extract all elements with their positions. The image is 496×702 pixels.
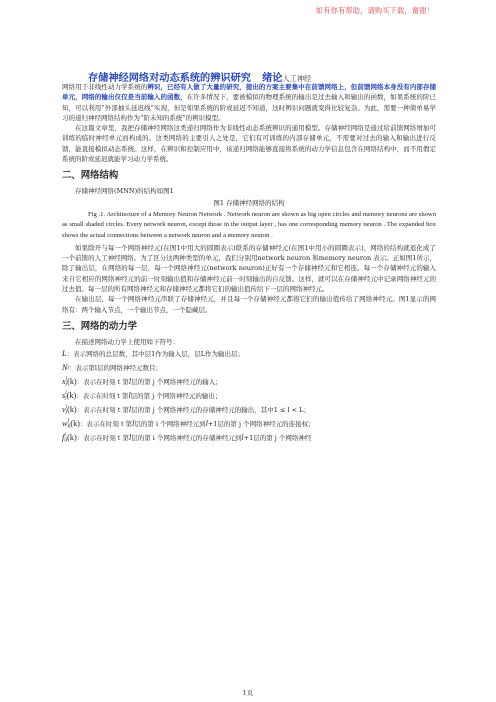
document-body xyxy=(62,82,436,445)
math-variable: l xyxy=(132,419,135,429)
math-variable: l xyxy=(241,433,244,443)
math-variable: l xyxy=(128,377,132,387)
notation-description: ：表示在时刻 t 第 xyxy=(79,420,133,429)
symbol-base: N xyxy=(62,363,68,373)
symbol-subscript: l xyxy=(67,364,69,371)
math-symbol xyxy=(62,377,77,386)
symbol-base: v xyxy=(62,405,66,415)
notation-description: ：表示第l层的网络神经元数目； xyxy=(68,364,163,373)
notation-item xyxy=(62,403,436,417)
symbol-argument: (k) xyxy=(67,433,77,443)
notation-list xyxy=(62,347,436,445)
paragraph-structure: 存储神经网络(MNN)的结构如图1 xyxy=(75,187,174,196)
paragraph-output-layer: 在输出层，每一个网络神经元串联了存储神经元，并且每一个存储神经元都将它们的输出值传给了网络神经元。图1显示的网络有：两个输入节点，一个输出节点，一个隐藏层。 xyxy=(62,295,436,314)
intro-heading: 绪论 xyxy=(262,72,283,84)
notation-description: 层的第 j 个网络神经元的输出； xyxy=(130,392,222,401)
notation-description: +1层的第 j 个网络神经元的连接权； xyxy=(207,420,315,429)
symbol-argument: (k) xyxy=(67,405,77,415)
figure-caption: 图1 存储神经网络的结构 xyxy=(213,198,285,207)
symbol-subscript: ij xyxy=(67,423,71,430)
math-symbol xyxy=(62,433,77,442)
symbol-subscript: j xyxy=(65,409,68,416)
symbol-base: w xyxy=(62,419,68,429)
math-symbol xyxy=(62,405,77,414)
symbol-superscript: l xyxy=(64,431,66,438)
intro-paragraph xyxy=(62,82,436,123)
symbol-superscript: l xyxy=(67,417,69,424)
math-symbol xyxy=(62,391,76,400)
symbol-superscript: l xyxy=(65,375,68,382)
section-heading-structure: 二、网络结构 xyxy=(62,170,119,182)
symbol-superscript: l xyxy=(65,403,68,410)
notation-description: ：表示在时刻 t 第 xyxy=(76,434,129,443)
notation-item xyxy=(62,375,436,389)
paragraph-notation-intro: 在描述网络动力学上使用如下符号： xyxy=(75,337,179,346)
intro-lead: 人工神经 xyxy=(282,74,312,83)
symbol-argument: (k) xyxy=(67,377,77,387)
math-variable: l xyxy=(128,391,131,401)
symbol-subscript: ij xyxy=(64,437,68,444)
emphasis-text: 辨识，已经有人做了大量的研究，提出的方案主要集中在前馈网络上，但前馈网络本身没有内部存储单元，网络的输出仅仅是当前输入的函数， xyxy=(62,83,436,102)
notation-description: +1层的第 j 个网络神经 xyxy=(243,434,312,443)
figure-caption-english: Fig .1. Architecture of a Memory Neuron Network . Network neuron are shown as big open circles and memory neurons are shown as small shaded circles. Every network neuron, except those in the output layer , has one corresponding memory neuron . The expanded box shows the actual connections between a network neuron and a memory neuron . xyxy=(62,210,436,239)
header-note: 如有你有帮助，请购买下载，谢谢！ xyxy=(315,6,434,15)
notation-description: 层的第 i 个网络神经元到 xyxy=(134,420,206,429)
symbol-superscript: l xyxy=(65,389,67,396)
math-variable: l xyxy=(128,405,132,415)
page-number: 1页 xyxy=(242,689,254,697)
symbol-base: s xyxy=(62,391,66,401)
symbol-argument: (k) xyxy=(70,419,80,429)
notation-item xyxy=(62,431,436,445)
notation-item xyxy=(62,389,436,403)
page-title: 存储神经网络对动态系统的辨识研究 xyxy=(88,72,251,84)
notation-description: ：表示在时刻 t 第 xyxy=(76,392,129,401)
intro-text-segment: 网络用于非线性动力学系统的 xyxy=(62,83,148,91)
symbol-base: x xyxy=(62,377,66,387)
notation-description: ：表示在时刻 t 第 xyxy=(76,406,129,415)
symbol-subscript: j xyxy=(65,381,68,388)
notation-item xyxy=(62,361,436,375)
symbol-argument: (k) xyxy=(66,391,77,401)
math-symbol xyxy=(62,419,80,428)
notation-description: 层的第 i 个网络神经元的存储神经元到 xyxy=(131,434,242,443)
paragraph-mnn-model: 在这篇文章里，我把存储神经网络这类递归网络作为非线性动态系统辨识的通用模型。存储神经网络是通过给前馈网络增加可训练的临时神经单元而构成的。这类网络的主要引人之处是，它们有可训练的内部存储单元，不需要对过去的输入和输出进行反馈，能直接模拟动态系统。这样，在辨识和控制应用中，该递归网络能够直接将系统的动力学信息包含在网络结构中，而不用假定系统的阶或延迟就能学习动力学系统。 xyxy=(62,124,436,164)
notation-description: 层的第 j 个网络神经元的存储神经元的输出，其中1 ≤ l < L； xyxy=(131,406,310,415)
notation-description: ：表示网络的总层数，其中层1作为输入层，层L作为输出层； xyxy=(66,350,245,359)
symbol-base: f xyxy=(62,433,65,443)
section-heading-dynamics: 三、网络的动力学 xyxy=(62,320,138,332)
notation-item xyxy=(62,347,436,361)
notation-description: 层的第 j 个网络神经元的输入； xyxy=(131,378,222,387)
math-variable: l xyxy=(205,419,208,429)
math-variable: l xyxy=(128,433,132,443)
symbol-base: L xyxy=(62,349,67,359)
paragraph-neurons: 如果除开与每一个网络神经元(在图1中用大的圆圈表示)联系的存储神经元(在图1中用小的圆圈表示)，网络的结构就退化成了一个前馈的人工神经网络。为了区分这两种类型的单元，我们分别用network neuron 和memory neuron 表示。正如图1所示，除了输出层，在网络的每一层，每一个网络神经元(network neuron)正好有一个存储神经元和它相连。每一个存储神经元的输入来自它相应的网络神经元的前一时刻输出值和存储神经元前一时刻输出的自反馈。这样，就可以在存储神经元中记录网络神经元的过去值。每一层的所有网络神经元和存储神经元都将它们的输出值传给下一层的网络神经元。 xyxy=(62,243,436,294)
intro-text-segment: 在许多情况下，要被模拟的物理系统的输出是过去输入和输出的函数，如果系统的阶已知，可以利用“外部抽头延迟线”实现，但是如果系统的阶或延迟不知道，这时辨识问题就变得比较复杂。为此，需要一种简单易学习的递归神经网络结构作为“阶未知的系统”的辨识模型。 xyxy=(62,93,436,122)
math-symbol xyxy=(62,363,69,372)
notation-item xyxy=(62,417,436,431)
notation-description: ：表示在时刻 t 第 xyxy=(76,378,129,387)
symbol-subscript: j xyxy=(65,395,67,402)
